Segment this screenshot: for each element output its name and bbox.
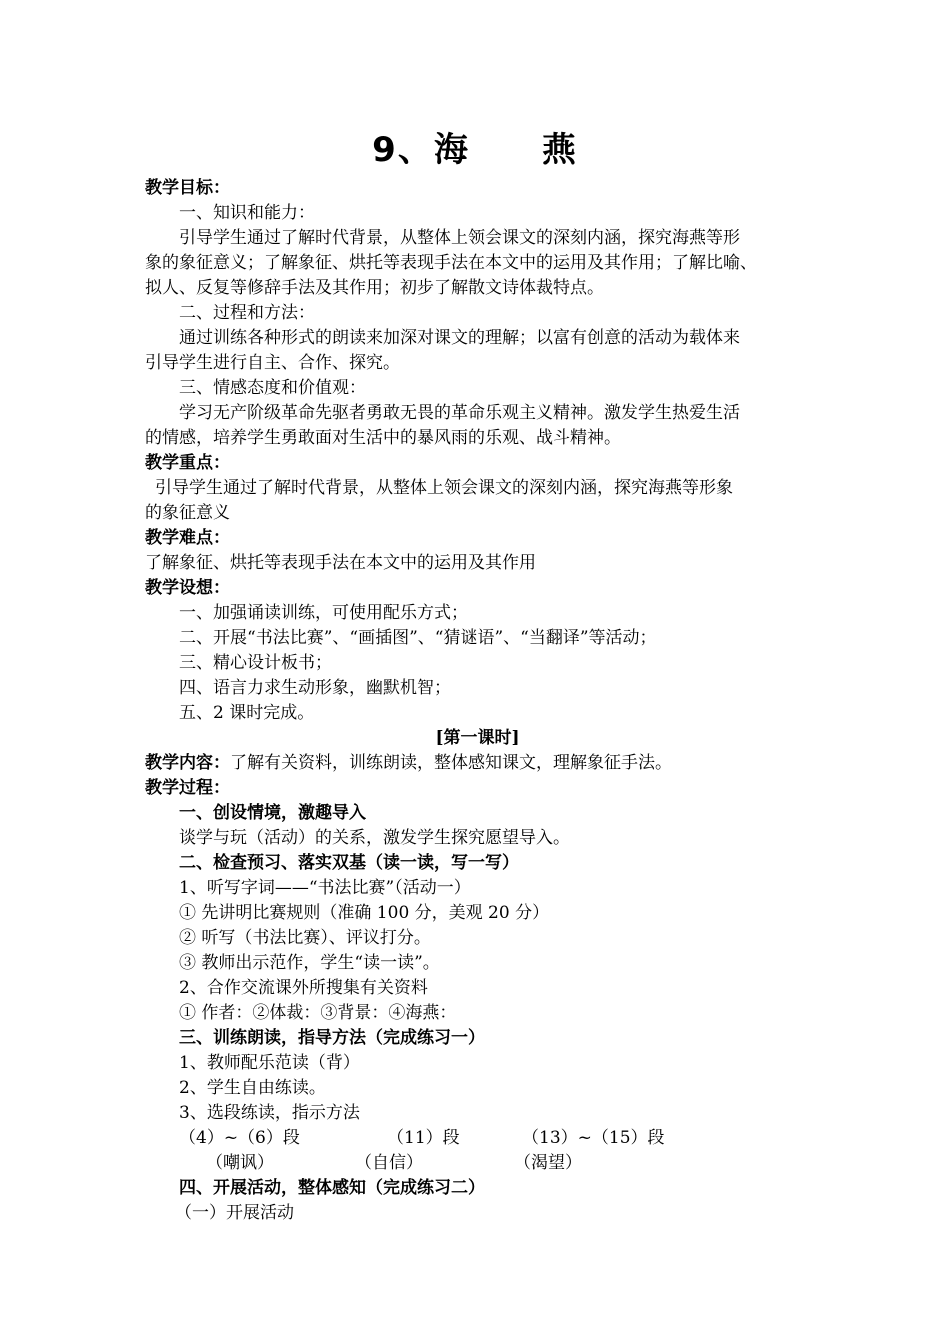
step-2-item: ③ 教师出示范作，学生“读一读”。 bbox=[179, 953, 440, 973]
objective-3-line: 学习无产阶级革命先驱者勇敢无畏的革命乐观主义精神。激发学生热爱生活 bbox=[179, 403, 740, 423]
objective-1-line: 拟人、反复等修辞手法及其作用；初步了解散文诗体裁特点。 bbox=[145, 278, 604, 298]
segment-range: （13）~（15）段 bbox=[522, 1128, 665, 1148]
page-title: 9、海 燕 bbox=[372, 130, 578, 170]
segment-range-row bbox=[145, 1126, 810, 1151]
segment-mood-row bbox=[145, 1151, 810, 1176]
step-2-item: ① 作者：②体裁：③背景：④海燕： bbox=[179, 1003, 457, 1023]
document-body bbox=[145, 176, 810, 1226]
lesson-content-heading: 教学内容： bbox=[145, 753, 230, 773]
segment-mood: （自信） bbox=[355, 1153, 423, 1173]
key-points-line: 引导学生通过了解时代背景，从整体上领会课文的深刻内涵，探究海燕等形象 bbox=[155, 478, 733, 498]
step-2-item: ② 听写（书法比赛）、评议打分。 bbox=[179, 928, 431, 948]
segment-range: （4）~（6）段 bbox=[179, 1128, 300, 1148]
lesson-label: [第一课时] bbox=[435, 728, 520, 748]
objective-2-line: 通过训练各种形式的朗读来加深对课文的理解；以富有创意的活动为载体来 bbox=[179, 328, 740, 348]
step-3-item: 3、选段练读，指示方法 bbox=[179, 1103, 360, 1123]
segment-range: （11）段 bbox=[387, 1128, 460, 1148]
design-item: 三、精心设计板书； bbox=[179, 653, 332, 673]
objectives-heading: 教学目标： bbox=[145, 178, 230, 198]
design-item: 五、2 课时完成。 bbox=[179, 703, 315, 723]
segment-mood: （嘲讽） bbox=[206, 1153, 274, 1173]
step-4-sub: （一）开展活动 bbox=[175, 1203, 294, 1223]
step-2-item: 2、合作交流课外所搜集有关资料 bbox=[179, 978, 428, 998]
design-item: 四、语言力求生动形象，幽默机智； bbox=[179, 678, 451, 698]
step-1-text: 谈学与玩（活动）的关系，激发学生探究愿望导入。 bbox=[179, 828, 570, 848]
step-2-item: ① 先讲明比赛规则（准确 100 分，美观 20 分） bbox=[179, 903, 550, 923]
step-1-title: 一、创设情境，激趣导入 bbox=[179, 803, 366, 823]
objective-2-title: 二、过程和方法： bbox=[179, 303, 315, 323]
lesson-content bbox=[145, 751, 810, 776]
objective-3-title: 三、情感态度和价值观： bbox=[179, 378, 366, 398]
step-3-item: 2、学生自由练读。 bbox=[179, 1078, 326, 1098]
step-3-title: 三、训练朗读，指导方法（完成练习一） bbox=[179, 1028, 485, 1048]
difficulties-heading: 教学难点： bbox=[145, 528, 230, 548]
difficulties-line: 了解象征、烘托等表现手法在本文中的运用及其作用 bbox=[145, 553, 536, 573]
process-heading: 教学过程： bbox=[145, 778, 230, 798]
step-3-item: 1、教师配乐范读（背） bbox=[179, 1053, 360, 1073]
step-2-title: 二、检查预习、落实双基（读一读，写一写） bbox=[179, 853, 519, 873]
step-4-title: 四、开展活动，整体感知（完成练习二） bbox=[179, 1178, 485, 1198]
objective-1-title: 一、知识和能力： bbox=[179, 203, 315, 223]
design-item: 一、加强诵读训练，可使用配乐方式； bbox=[179, 603, 468, 623]
step-2-item: 1、听写字词——“书法比赛”（活动一） bbox=[179, 878, 471, 898]
segment-mood: （渴望） bbox=[514, 1153, 582, 1173]
lesson-content-text: 了解有关资料，训练朗读，整体感知课文，理解象征手法。 bbox=[230, 753, 672, 773]
design-heading: 教学设想： bbox=[145, 578, 230, 598]
design-item: 二、开展“书法比赛”、“画插图”、“猜谜语”、“当翻译”等活动； bbox=[179, 628, 657, 648]
objective-3-line: 的情感，培养学生勇敢面对生活中的暴风雨的乐观、战斗精神。 bbox=[145, 428, 621, 448]
key-points-heading: 教学重点： bbox=[145, 453, 230, 473]
objective-2-line: 引导学生进行自主、合作、探究。 bbox=[145, 353, 400, 373]
key-points-line: 的象征意义 bbox=[145, 503, 230, 523]
objective-1-line: 象的象征意义；了解象征、烘托等表现手法在本文中的运用及其作用；了解比喻、 bbox=[145, 253, 757, 273]
objective-1-line: 引导学生通过了解时代背景，从整体上领会课文的深刻内涵，探究海燕等形 bbox=[179, 228, 740, 248]
